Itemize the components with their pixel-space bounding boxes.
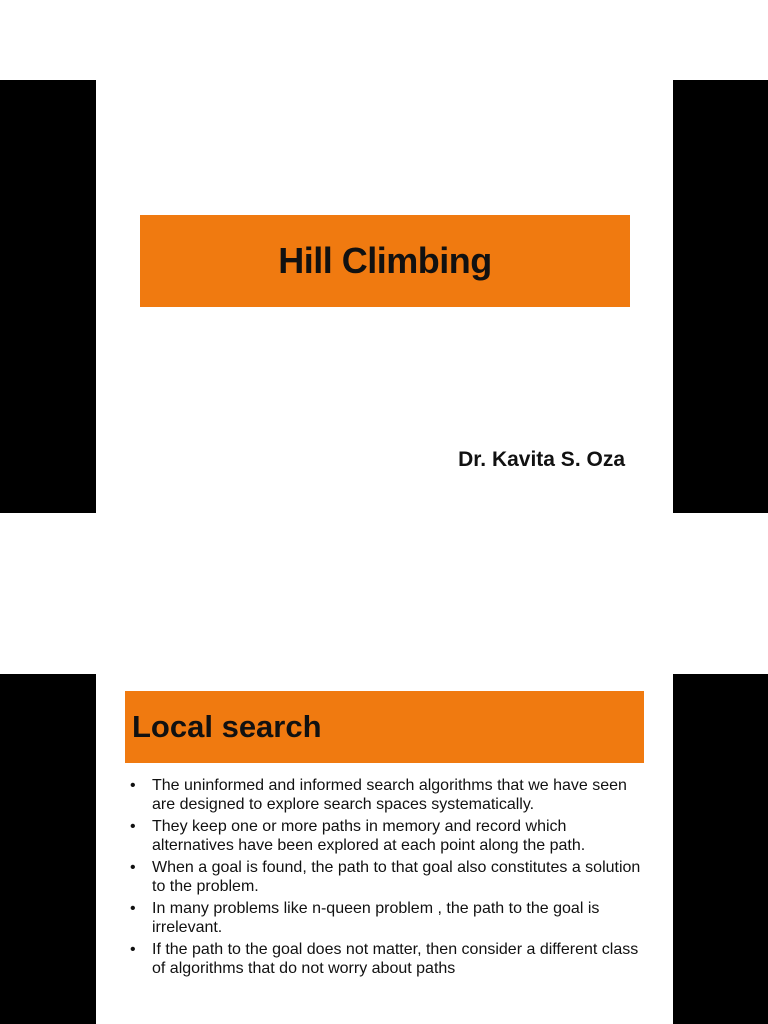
bullet-list [126,776,646,981]
bullet-item [126,817,646,855]
bullet-dot-icon: • [130,859,136,876]
slide-heading: Local search [132,709,322,744]
bullet-item [126,858,646,896]
bullet-dot-icon: • [130,777,136,794]
bullet-item [126,776,646,814]
bullet-text: The uninformed and informed search algorithms that we have seen are designed to explore search spaces systematically. [152,777,627,813]
title-banner [140,215,630,307]
slide-frame-content [0,674,768,1024]
bullet-text: In many problems like n-queen problem , the path to the goal is irrelevant. [152,900,600,936]
bullet-dot-icon: • [130,900,136,917]
bullet-text: When a goal is found, the path to that goal also constitutes a solution to the problem. [152,859,641,895]
slide-content-canvas [96,674,673,1024]
slide-frame-title [0,80,768,513]
author-name: Dr. Kavita S. Oza [458,448,625,471]
bullet-dot-icon: • [130,941,136,958]
header-banner [125,691,644,763]
bullet-dot-icon: • [130,818,136,835]
bullet-text: If the path to the goal does not matter, then consider a different class of algorithms that do not worry about paths [152,941,639,977]
bullet-item [126,899,646,937]
slide-title-canvas [96,80,673,513]
bullet-text: They keep one or more paths in memory and record which alternatives have been explored at each point along the path. [152,818,586,854]
slide-title: Hill Climbing [278,240,492,281]
bullet-item [126,940,646,978]
